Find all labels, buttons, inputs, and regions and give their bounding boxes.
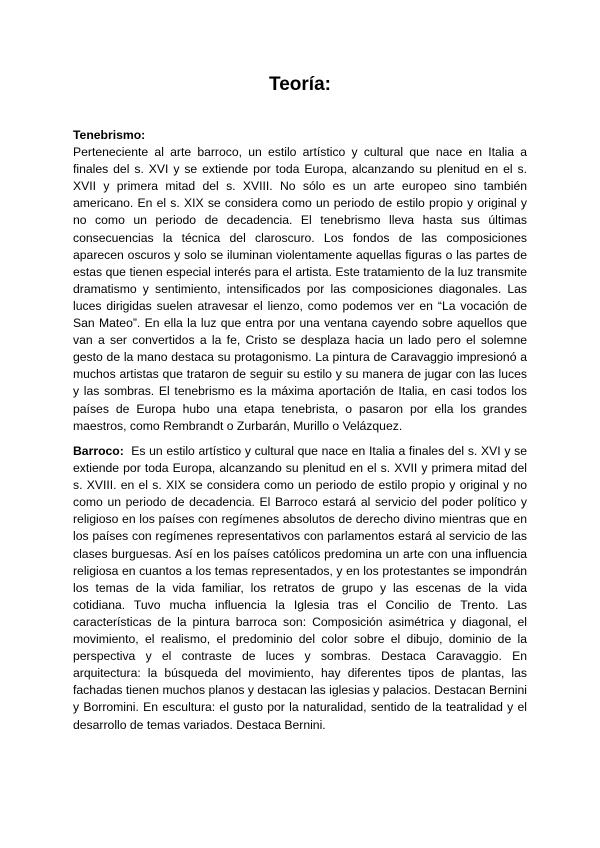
section-tenebrismo (73, 127, 527, 435)
section-barroco (73, 443, 527, 734)
section-body-barroco: Es un estilo artístico y cultural que nace en Italia a finales del s. XVI y se extiende por toda Europa, alcanzando su plenitud en el s. XVII y primera mitad del s. XVIII. en el s. XIX se considera como un periodo de estilo propio y original y no como un periodo de decadencia. El Barroco estará al servicio del poder político y religioso en los países con regímenes absolutos de derecho divino mientras que en los países con regímenes representativos con parlamentos estará al servicio de las clases burguesas. Así en los países católicos predomina un arte con una influencia religiosa en cuantos a los temas representados, y en los protestantes se impondrán los temas de la vida familiar, los retratos de grupo y las escenas de la vida cotidiana. Tuvo mucha influencia la Iglesia tras el Concilio de Trento. Las características de la pintura barroca son: Composición asimétrica y diagonal, el movimiento, el realismo, el predominio del color sobre el dibujo, dominio de la perspectiva y el contraste de luces y sombras. Destaca Caravaggio. En arquitectura: la búsqueda del movimiento, hay diferentes tipos de plantas, las fachadas tienen muchos planos y destacan las iglesias y palacios. Destacan Bernini y Borromini. En escultura: el gusto por la naturalidad, sentido de la teatralidad y el desarrollo de temas variados. Destaca Bernini. (73, 444, 527, 732)
section-heading-tenebrismo: Tenebrismo: (73, 128, 146, 142)
section-body-tenebrismo: Perteneciente al arte barroco, un estilo artístico y cultural que nace en Italia a finales del s. XVI y se extiende por toda Europa, alcanzando su plenitud en el s. XVII y primera mitad del s. XVIII. No sólo es un arte europeo sino también americano. En el s. XIX se considera como un periodo de estilo propio y original y no como un periodo de decadencia. El tenebrismo lleva hasta sus últimas consecuencias la técnica del claroscuro. Los fondos de las composiciones aparecen oscuros y solo se iluminan violentamente aquellas figuras o las partes de estas que tienen especial interés para el artista. Este tratamiento de la luz transmite dramatismo y sentimiento, intensificados por las composiciones diagonales. Las luces dirigidas suelen atravesar el lienzo, como podemos ver en “La vocación de San Mateo”. En ella la luz que entra por una ventana cayendo sobre aquellos que van a ser convertidos a la fe, Cristo se desplaza hacia un lado pero el solemne gesto de la mano destaca su protagonismo. La pintura de Caravaggio impresionó a muchos artistas que trataron de seguir su estilo y su manera de jugar con las luces y las sombras. El tenebrismo es la máxima aportación de Italia, en casi todos los países de Europa hubo una etapa tenebrista, o pasaron por ella los grandes maestros, como Rembrandt o Zurbarán, Murillo o Velázquez. (73, 145, 527, 433)
page-title: Teoría: (269, 74, 331, 95)
section-heading-barroco: Barroco: (73, 444, 124, 458)
